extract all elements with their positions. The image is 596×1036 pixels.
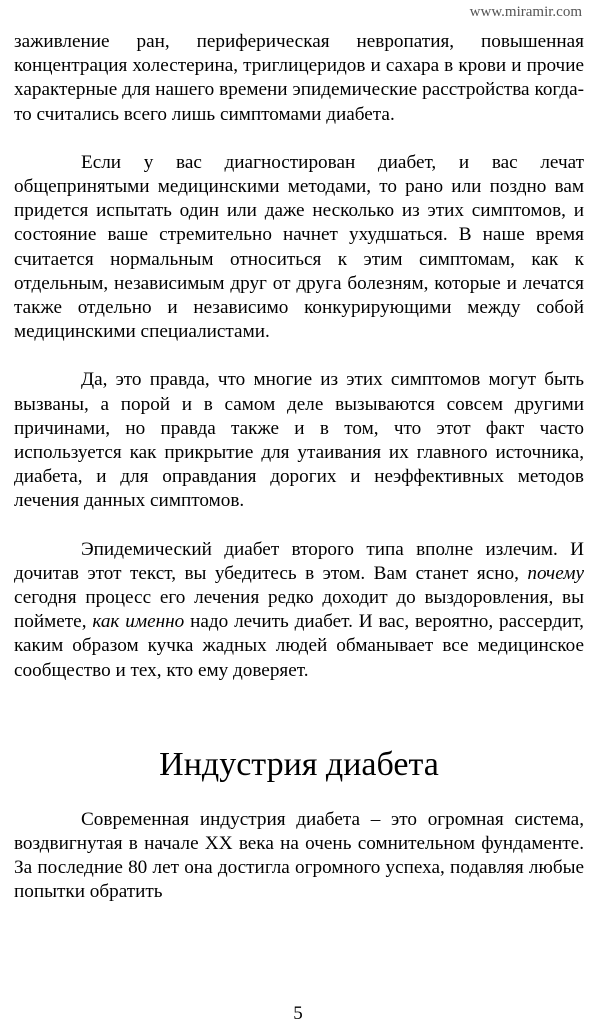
header-url: www.miramir.com bbox=[469, 4, 582, 20]
paragraph-4-text-2: сегодня процесс его лечения редко доходит до выздоровления, вы поймете, bbox=[14, 587, 584, 633]
paragraph-4-italic-2: как именно bbox=[92, 611, 185, 633]
paragraph-1: заживление ран, периферическая невропатия, повышенная концентрация холестерина, триглицеридов и сахара в крови и прочие характерные для нашего времени эпидемические расстройства когда-то считались всего лишь симптомами диабета. bbox=[14, 31, 584, 125]
paragraph-4-text-3: надо лечить диабет. И вас, вероятно, рассердит, каким образом кучка жадных людей обманывает все медицинское сообщество и тех, кто ему доверяет. bbox=[14, 611, 584, 681]
section-title: Индустрия диабета bbox=[159, 745, 439, 783]
paragraph-2: Если у вас диагностирован диабет, и вас лечат общепринятыми медицинскими методами, то рано или поздно вам придется испытать один или даже несколько из этих симптомов, и состояние ваше стремительно начнет ухудшаться. В наше время считается нормальным относиться к этим симптомам, как к отдельным, независимым друг от друга болезням, которые и лечатся также отдельно и независимо конкурирующими между собой медицинскими специалистами. bbox=[14, 151, 584, 343]
paragraph-4-text-1: Эпидемический диабет второго типа вполне излечим. И дочитав этот текст, вы убедитесь в этом. Вам станет ясно, bbox=[14, 538, 584, 584]
page-number: 5 bbox=[293, 1003, 303, 1024]
paragraph-3: Да, это правда, что многие из этих симптомов могут быть вызваны, а порой и в самом деле вызываются совсем другими причинами, но правда также и в том, что этот факт часто используется как прикрытие для утаивания их главного источника, диабета, и для оправдания дорогих и неэффективных методов лечения данных симптомов. bbox=[14, 369, 584, 512]
section-paragraph: Современная индустрия диабета – это огромная система, воздвигнутая в начале XX века на очень сомнительном фундаменте. За последние 80 лет она достигла огромного успеха, подавляя любые попытки обратить bbox=[14, 808, 584, 903]
paragraph-4-italic-1: почему bbox=[527, 562, 584, 584]
paragraph-4 bbox=[14, 538, 584, 683]
page-content bbox=[14, 30, 584, 905]
